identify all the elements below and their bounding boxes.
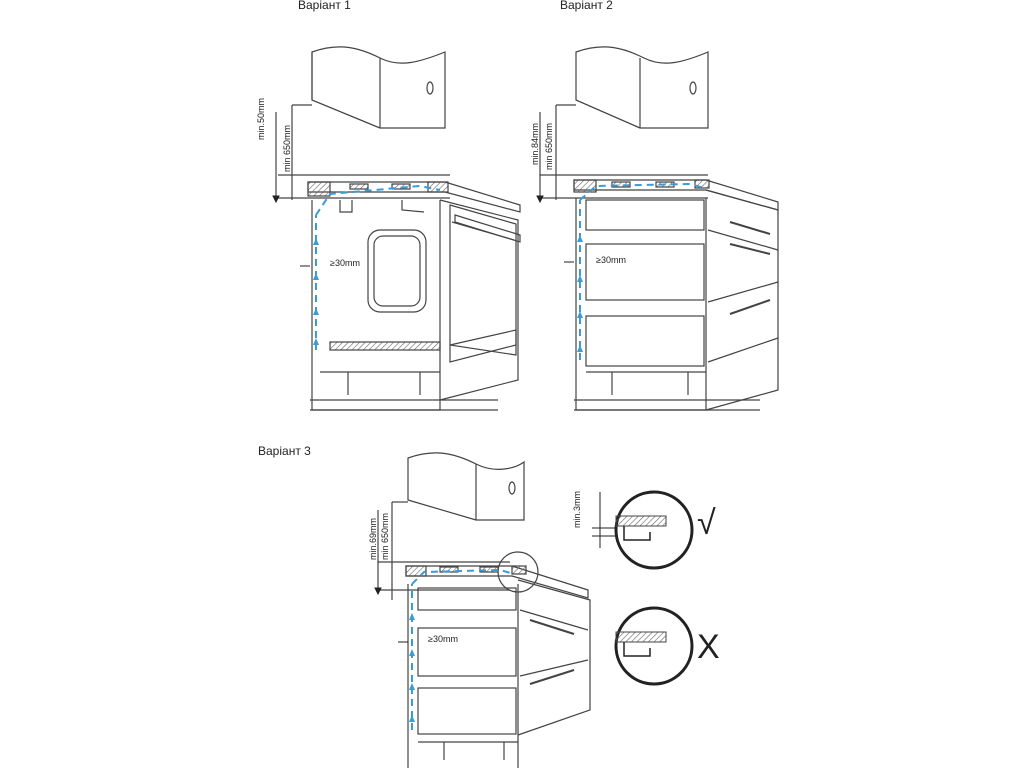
v3-dim-a: min.69mm [368,517,378,560]
detail-dim: min.3mm [572,490,582,528]
v2-gap: ≥30mm [596,255,626,265]
variant-3-title: Варіант 3 [258,444,311,458]
v3-wall-cabinet [408,453,524,520]
v1-wall-cabinet [312,47,445,128]
v1-dim-b: min 650mm [282,124,292,172]
v1-gap: ≥30mm [330,258,360,268]
v3-airflow [412,570,514,730]
detail-correct [592,492,692,568]
variant-2 [540,47,778,410]
variant-2-title: Варіант 2 [560,0,613,12]
v1-oven-window [368,230,426,312]
variant-1 [278,47,520,410]
v3-gap: ≥30mm [428,634,458,644]
correct-mark: √ [697,504,716,542]
v2-wall-cabinet [576,47,708,128]
wrong-mark: X [697,628,720,666]
v2-airflow [580,184,704,360]
v3-dim-b: min 650mm [380,512,390,560]
v2-dim-a: min.84mm [530,122,540,165]
v2-dim-b: min 650mm [544,122,554,170]
v1-airflow [316,186,440,350]
v1-dim-a: min.50mm [256,97,266,140]
variant-1-title: Варіант 1 [298,0,351,12]
detail-wrong [616,608,692,684]
